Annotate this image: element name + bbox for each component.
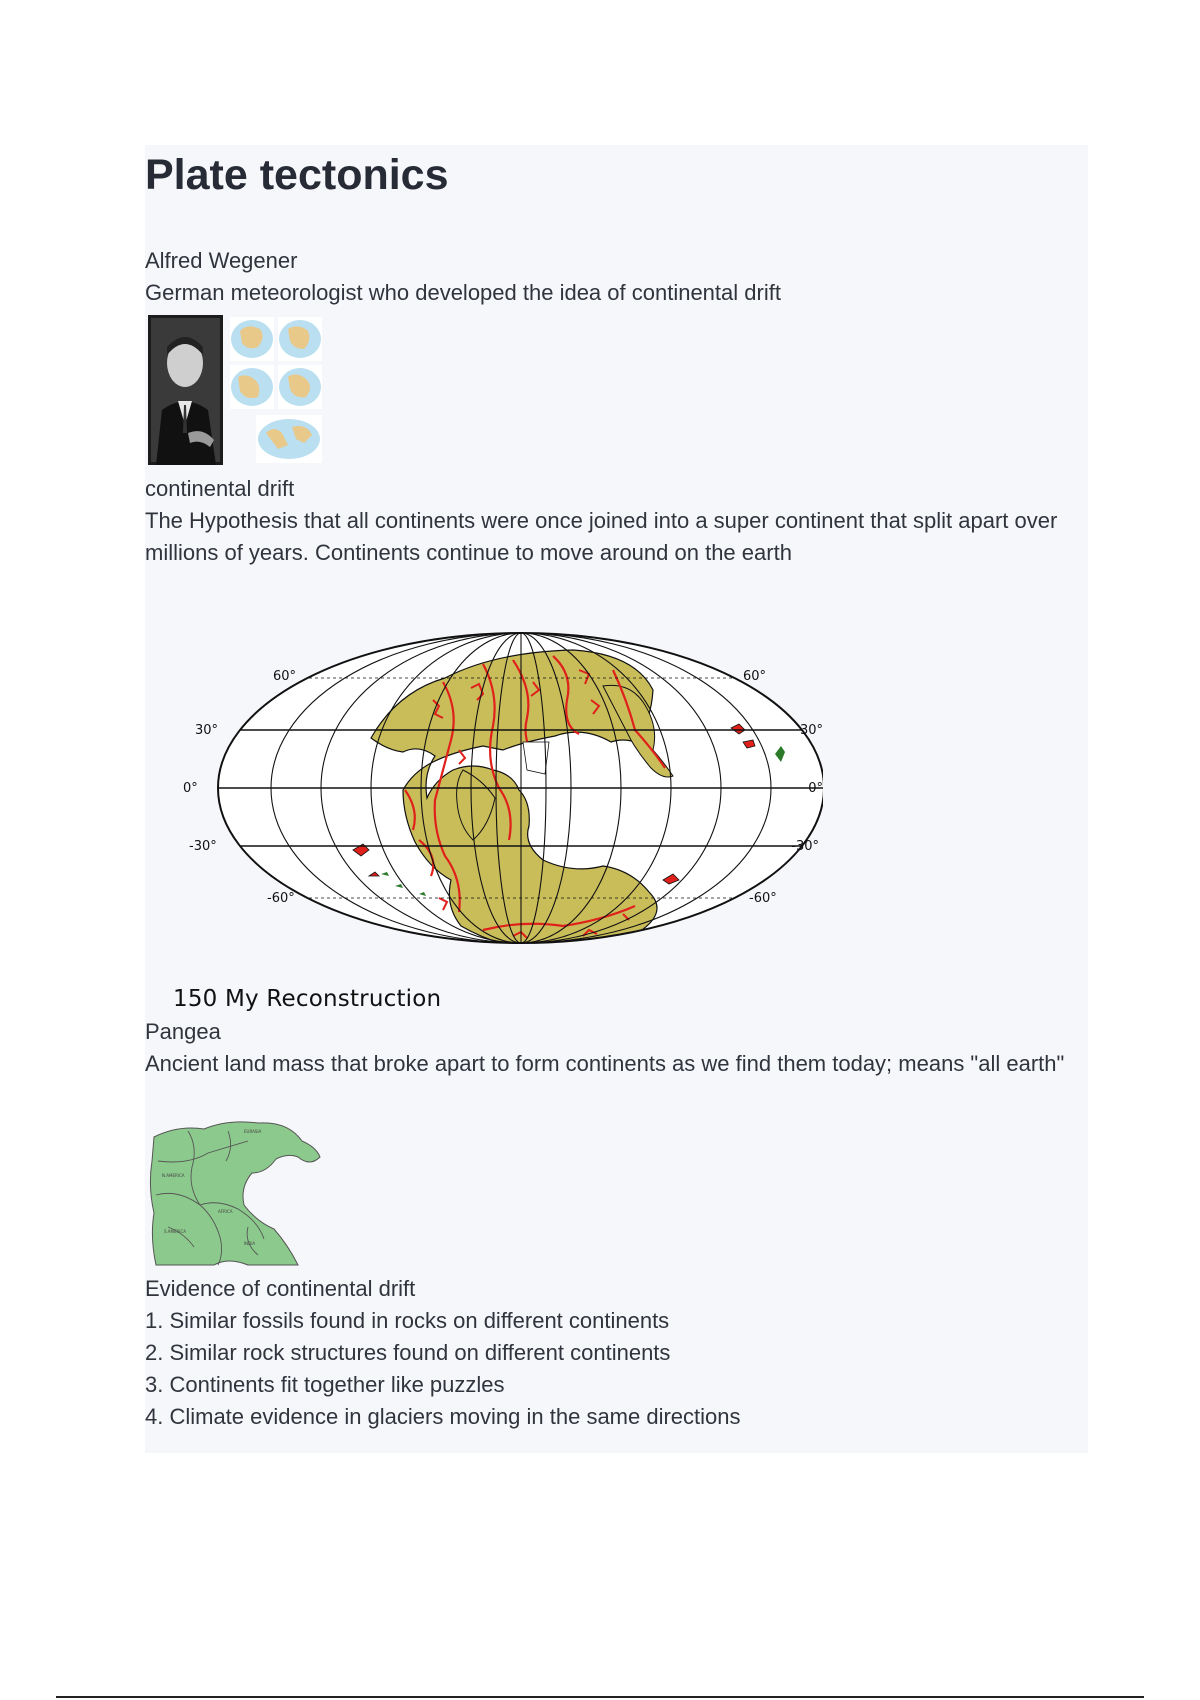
- evidence-item: 2. Similar rock structures found on different continents: [145, 1340, 671, 1365]
- term-alfred-wegener: Alfred Wegener: [145, 248, 298, 273]
- lat-label-30-right: 30°: [799, 723, 823, 738]
- svg-text:EURASIA: EURASIA: [244, 1129, 262, 1134]
- evidence-heading: Evidence of continental drift: [145, 1276, 416, 1301]
- page-title: Plate tectonics: [145, 151, 449, 199]
- wegener-image: [148, 315, 330, 465]
- lat-label-neg60-left: -60°: [267, 891, 295, 906]
- lat-label-60-right: 60°: [743, 669, 767, 684]
- svg-text:N.AMERICA: N.AMERICA: [162, 1173, 185, 1178]
- lat-label-0-left: 0°: [183, 781, 198, 796]
- map-caption: 150 My Reconstruction: [173, 986, 442, 1012]
- definition-alfred-wegener: German meteorologist who developed the idea of continental drift: [145, 280, 781, 305]
- footer-divider: [56, 1696, 1144, 1698]
- definition-pangea: Ancient land mass that broke apart to form continents as we find them today; means "all earth": [145, 1051, 1065, 1076]
- svg-text:INDIA: INDIA: [244, 1241, 256, 1246]
- lat-label-neg30-left: -30°: [189, 839, 217, 854]
- lat-label-30-left: 30°: [195, 723, 219, 738]
- lat-label-neg60-right: -60°: [749, 891, 777, 906]
- note-content: [145, 145, 1088, 1453]
- lat-label-60-left: 60°: [273, 669, 297, 684]
- evidence-item: 4. Climate evidence in glaciers moving in the same directions: [145, 1404, 741, 1429]
- term-pangea: Pangea: [145, 1019, 221, 1044]
- reconstruction-map: [183, 630, 823, 960]
- lat-label-neg30-right: -30°: [791, 839, 819, 854]
- evidence-item: 3. Continents fit together like puzzles: [145, 1372, 505, 1397]
- definition-continental-drift: The Hypothesis that all continents were once joined into a super continent that split apart over millions of years. Continents continue to move around on the earth: [145, 508, 1058, 565]
- pangea-map: [148, 1117, 330, 1267]
- svg-text:S.AMERICA: S.AMERICA: [164, 1229, 187, 1234]
- lat-label-0-right: 0°: [808, 781, 823, 796]
- term-continental-drift: continental drift: [145, 476, 295, 501]
- svg-text:AFRICA: AFRICA: [218, 1209, 233, 1214]
- evidence-item: 1. Similar fossils found in rocks on different continents: [145, 1308, 670, 1333]
